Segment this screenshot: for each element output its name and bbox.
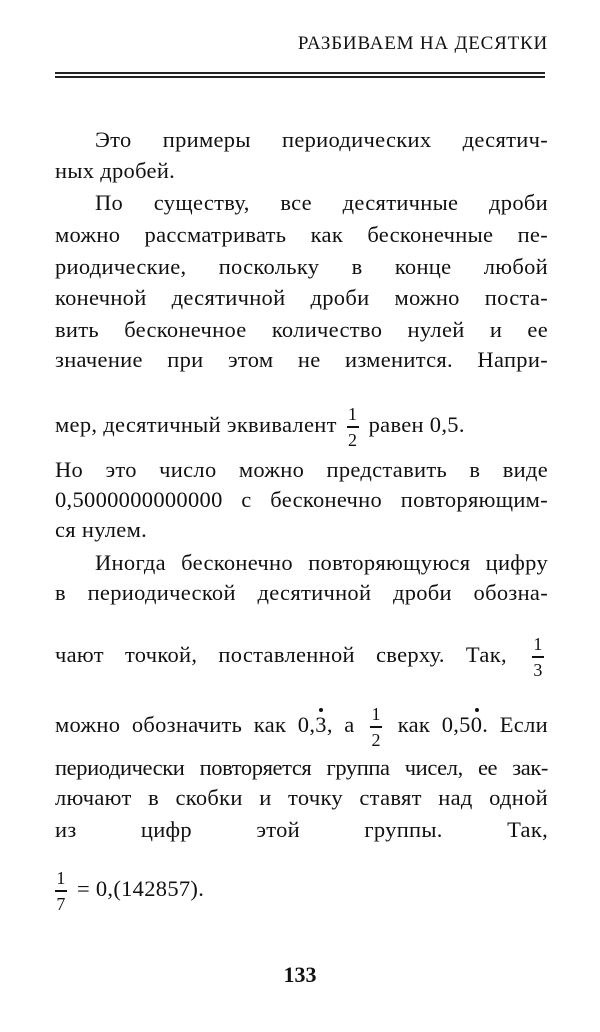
header-rule [55, 76, 545, 78]
fraction [55, 868, 67, 914]
math-line-third [55, 634, 548, 680]
fraction [347, 404, 359, 450]
repeating-digit: 3 [315, 711, 327, 737]
text-line: 0,5000000000000 с бесконечно повторяющим- [55, 487, 548, 512]
fraction-bar [347, 426, 359, 428]
text-line: Иногда бесконечно повторяющуюся цифру [95, 550, 548, 575]
text-line: можно рассматривать как бесконечные пе- [55, 222, 548, 247]
text-line: конечной десятичной дроби можно поста- [55, 285, 548, 310]
numerator: 1 [56, 868, 66, 888]
denominator: 3 [533, 659, 543, 680]
math-line-seventh [55, 868, 548, 914]
numerator: 1 [371, 704, 381, 724]
numerator: 1 [533, 634, 543, 654]
math-line-half [55, 404, 548, 450]
text-line: периодически повторяется группа чисел, ее зак- [55, 755, 548, 780]
text: . Если [482, 711, 548, 737]
text: равен 0,5. [368, 411, 465, 437]
text-line: Это примеры периодических десятич- [95, 127, 548, 152]
text-line: в периодической десятичной дроби обозна- [55, 580, 548, 605]
fraction [532, 634, 544, 680]
text [398, 712, 548, 737]
fraction-bar [370, 726, 382, 728]
fraction [370, 704, 382, 750]
math-line-notation [55, 704, 548, 750]
text-line: ных дробей. [55, 158, 176, 183]
denominator: 2 [371, 729, 381, 750]
text-line: лючают в скобки и точку ставят над одной [55, 785, 548, 810]
numerator: 1 [348, 404, 358, 424]
denominator: 7 [56, 893, 66, 914]
fraction-bar [532, 656, 544, 658]
header-rule [55, 72, 545, 74]
text [55, 712, 355, 737]
running-header: РАЗБИВАЕМ НА ДЕСЯТКИ [297, 33, 548, 54]
text: мер, десятичный эквивалент [55, 411, 337, 437]
text: можно обозначить как 0, [55, 711, 316, 737]
text: чают точкой, поставленной сверху. Так, [55, 641, 507, 667]
denominator: 2 [348, 429, 358, 450]
text-line: риодические, поскольку в конце любой [55, 254, 548, 279]
fraction-bar [55, 890, 67, 892]
repeating-digit: 0 [470, 711, 483, 737]
text-line: из цифр этой группы. Так, [55, 817, 548, 842]
text: как 0,5 [397, 711, 471, 737]
text-line: вить бесконечное количество нулей и ее [55, 317, 548, 342]
text-line: По существу, все десятичные дроби [95, 190, 548, 215]
text-line: Но это число можно представить в виде [55, 457, 548, 482]
page-number: 133 [283, 962, 317, 987]
text: , а [326, 711, 355, 737]
text: = 0,(142857). [76, 875, 205, 901]
text-line: значение при этом не изменится. Напри- [55, 347, 548, 372]
text-line: ся нулем. [55, 517, 148, 542]
